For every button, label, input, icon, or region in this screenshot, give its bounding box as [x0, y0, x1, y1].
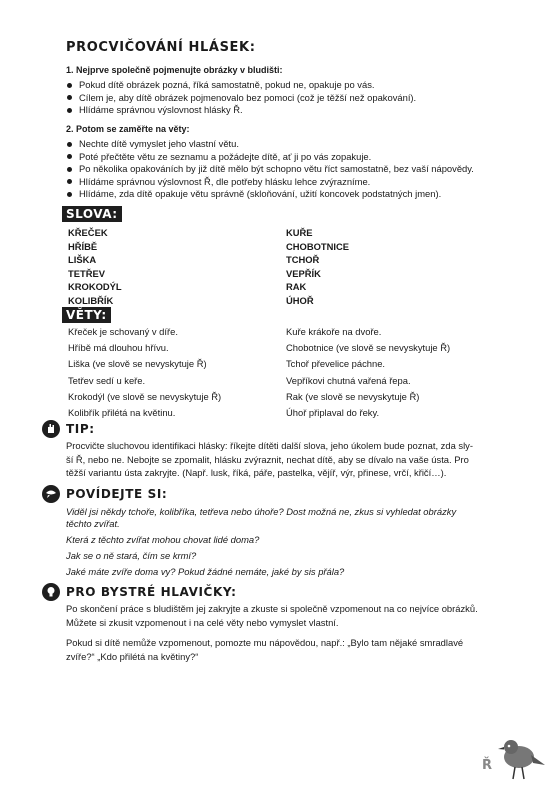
- slova-left-column: [68, 226, 122, 308]
- list-item: Poté přečtěte větu ze seznamu a požádejte dítě, ať ji po vás zopakuje.: [66, 151, 526, 164]
- sentence-item: Kolibřík přilétá na květinu.: [68, 406, 176, 418]
- step2-list: [66, 138, 526, 201]
- word-item: CHOBOTNICE: [286, 240, 350, 252]
- sentence-item: Liška (ve slově se nevyskytuje Ř): [68, 358, 207, 370]
- list-item: Cílem je, aby dítě obrázek pojmenovalo bez pomoci (což je těžší než opakování).: [66, 92, 526, 105]
- list-item: Nechte dítě vymyslet jeho vlastní větu.: [66, 138, 526, 151]
- povidejte-title: POVÍDEJTE SI:: [66, 487, 168, 501]
- word-item: KŘEČEK: [68, 227, 108, 238]
- word-item: VEPŘÍK: [286, 267, 321, 279]
- sentence-item: Vepříkovi chutná vařená řepa.: [286, 374, 411, 386]
- word-item: KUŘE: [286, 227, 313, 238]
- word-item: ÚHOŘ: [286, 294, 314, 306]
- vety-left-column: [68, 324, 221, 421]
- word-item: LIŠKA: [68, 254, 97, 266]
- povidejte-line: Která z těchto zvířat mohou chovat lidé doma?: [66, 534, 260, 545]
- word-item: KOLIBŘÍK: [68, 294, 114, 306]
- bystre-text-2: Pokud si dítě nemůže vzpomenout, pomozte mu nápovědou, např.: „Bylo tam nějaké smradlavé zvíře?“ „Kdo přilétá na květiny?“: [66, 637, 464, 662]
- povidejte-line: těchto zvířat.: [66, 518, 120, 529]
- list-item: Hlídáme správnou výslovnost hlásky Ř.: [66, 104, 526, 117]
- tip-text: Procvičte sluchovou identifikaci hlásky: říkejte dítěti další slova, jeho úkolem bude poznat, zda sly- ší Ř, nebo ne. Nebojte se zpomalit, hlásku zvýraznit, nechat dítě, aby se dívalo na vaše ústa. Pro těžší variantu ústa zakryjte. (Např. lusk, říká, páře, pastelka, vějíř, výr, přinese, vrčí, křičí…).: [66, 440, 473, 479]
- tip-title: TIP:: [66, 422, 95, 436]
- sentence-item: Rak (ve slově se nevyskytuje Ř): [286, 390, 420, 402]
- step1-heading: 1. Nejprve společně pojmenujte obrázky v bludišti:: [66, 65, 283, 75]
- corner-letter: Ř: [482, 758, 493, 773]
- word-item: TETŘEV: [68, 267, 105, 279]
- word-item: RAK: [286, 281, 307, 293]
- povidejte-line: Jaké máte zvíře doma vy? Pokud žádné nemáte, jaké by sis přála?: [66, 566, 345, 577]
- slova-label: SLOVA:: [62, 206, 122, 222]
- slova-right-column: [286, 226, 349, 308]
- step2-heading: 2. Potom se zaměřte na věty:: [66, 124, 190, 134]
- list-item: Pokud dítě obrázek pozná, říká samostatně, pokud ne, opakuje po vás.: [66, 79, 526, 92]
- sentence-item: Tchoř převelice páchne.: [286, 358, 386, 370]
- word-item: HŘÍBĚ: [68, 240, 98, 252]
- page-title: PROCVIČOVÁNÍ HLÁSEK:: [66, 40, 256, 55]
- speech-bubble-icon: [42, 485, 60, 503]
- list-item: Hlídáme, zda dítě opakuje větu správně (skloňování, užití koncovek podstatných jmen).: [66, 188, 526, 201]
- hand-icon: [42, 420, 60, 438]
- vety-label: VĚTY:: [62, 307, 111, 323]
- sentence-item: Chobotnice (ve slově se nevyskytuje Ř): [286, 342, 451, 354]
- sentence-item: Hříbě má dlouhou hřívu.: [68, 342, 169, 354]
- sentence-item: Tetřev sedí u keře.: [68, 374, 146, 386]
- lightbulb-icon: [42, 583, 60, 601]
- word-item: TCHOŘ: [286, 254, 320, 266]
- sentence-item: Úhoř připlaval do řeky.: [286, 406, 380, 418]
- bystre-text: Po skončení práce s bludištěm jej zakryjte a zkuste si společně vzpomenout na co nejvíce obrázků. Můžete si zkusit vzpomenout i na celé věty nebo vymyslet vlastní.: [66, 603, 478, 628]
- povidejte-line: Jak se o ně stará, čím se krmí?: [66, 550, 197, 561]
- word-item: KROKODÝL: [68, 281, 122, 293]
- bystre-title: PRO BYSTRÉ HLAVIČKY:: [66, 585, 237, 599]
- list-item: Hlídáme správnou výslovnost Ř, dle potřeby hlásku lehce zvýrazníme.: [66, 176, 526, 189]
- sentence-item: Křeček je schovaný v díře.: [68, 326, 178, 337]
- povidejte-line: Viděl jsi někdy tchoře, kolibříka, tetřeva nebo úhoře? Dost možná ne, zkus si vyhledat obrázky: [66, 506, 457, 517]
- list-item: Po několika opakováních by již dítě mělo být schopno větu říct samostatně, bez vaší nápovědy.: [66, 163, 526, 176]
- vety-right-column: [286, 324, 450, 421]
- step1-list: [66, 79, 526, 117]
- sentence-item: Kuře krákoře na dvoře.: [286, 326, 382, 337]
- bird-illustration-icon: [495, 735, 547, 783]
- sentence-item: Krokodýl (ve slově se nevyskytuje Ř): [68, 390, 222, 402]
